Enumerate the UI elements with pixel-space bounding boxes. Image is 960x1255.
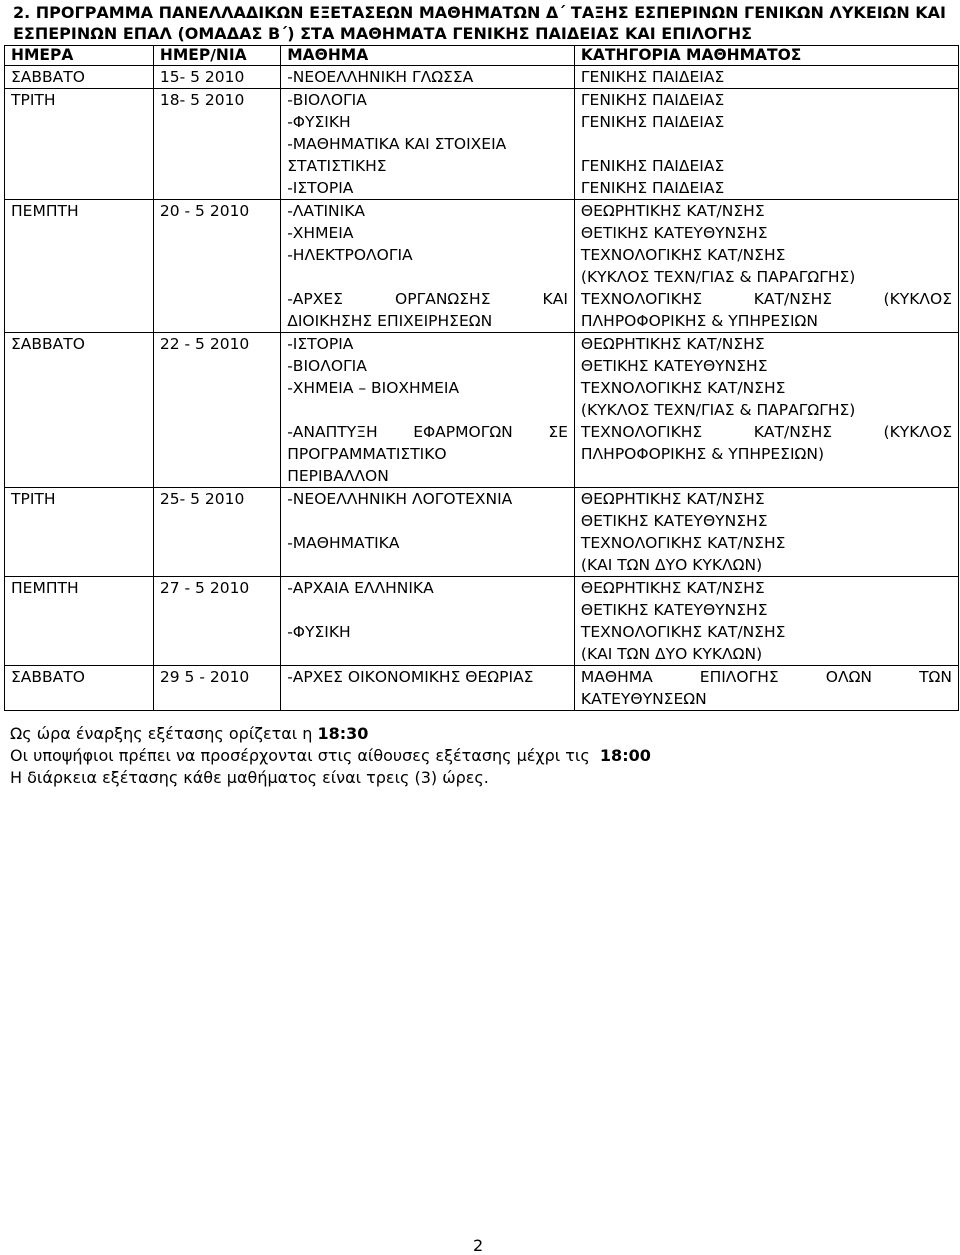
category-line: ΘΕΩΡΗΤΙΚΗΣ ΚΑΤ/ΝΣΗΣ [580,490,765,508]
document-title [13,2,948,44]
exam-notes [10,723,950,789]
cell-day: ΠΕΜΠΤΗ [5,577,154,666]
cell-categories [574,333,958,488]
subject-line: -ΗΛΕΚΤΡΟΛΟΓΙΑ [287,246,413,264]
cell-categories [574,488,958,577]
subject-line: -ΑΡΧΕΣ ΟΡΓΑΝΩΣΗΣ ΚΑΙ [287,290,568,308]
note-arrival-time [10,745,950,767]
subject-line [287,399,568,421]
exam-schedule-table [4,45,959,711]
category-line: ΠΛΗΡΟΦΟΡΙΚΗΣ & ΥΠΗΡΕΣΙΩΝ) [580,445,825,463]
subject-line [287,266,568,288]
subject-line: -ΜΑΘΗΜΑΤΙΚΑ [287,534,400,552]
header-date: ΗΜΕΡ/ΝΙΑ [153,46,280,66]
cell-categories [574,89,958,200]
subject-line: ΣΤΑΤΙΣΤΙΚΗΣ [287,157,387,175]
subject-line: -ΧΗΜΕΙΑ [287,224,354,242]
category-line: ΘΕΩΡΗΤΙΚΗΣ ΚΑΤ/ΝΣΗΣ [580,202,765,220]
subject-line: -ΒΙΟΛΟΓΙΑ [287,91,367,109]
subject-line [287,688,568,710]
cell-subjects [281,577,575,666]
category-line [581,133,952,155]
cell-date: 25- 5 2010 [153,488,280,577]
subject-line: -ΜΑΘΗΜΑΤΙΚΑ ΚΑΙ ΣΤΟΙΧΕΙΑ [287,135,507,153]
subject-line: ΔΙΟΙΚΗΣΗΣ ΕΠΙΧΕΙΡΗΣΕΩΝ [287,312,493,330]
cell-date: 22 - 5 2010 [153,333,280,488]
cell-subjects [281,200,575,333]
note-text: Ως ώρα έναρξης εξέτασης ορίζεται η [10,724,318,743]
cell-subjects [281,333,575,488]
category-line: ΓΕΝΙΚΗΣ ΠΑΙΔΕΙΑΣ [580,91,725,109]
category-line: ΤΕΧΝΟΛΟΓΙΚΗΣ ΚΑΤ/ΝΣΗΣ [580,246,786,264]
subject-line: -ΦΥΣΙΚΗ [287,623,351,641]
title-line-1: 2. ΠΡΟΓΡΑΜΜΑ ΠΑΝΕΛΛΑΔΙΚΩΝ ΕΞΕΤΑΣΕΩΝ ΜΑΘΗΜΑΤΩΝ Δ΄ ΤΑΞΗΣ ΕΣΠΕΡΙΝΩΝ ΓΕΝΙΚΩΝ ΛΥΚΕΙΩΝ ΚΑΙ [13,3,947,22]
category-line: ΤΕΧΝΟΛΟΓΙΚΗΣ ΚΑΤ/ΝΣΗΣ [580,623,786,641]
cell-date: 18- 5 2010 [153,89,280,200]
cell-categories [574,666,958,711]
subject-line [287,554,568,576]
cell-subjects [281,89,575,200]
subject-line: -ΝΕΟΕΛΛΗΝΙΚΗ ΛΟΓΟΤΕΧΝΙΑ [287,490,513,508]
cell-categories [574,577,958,666]
category-line: (ΚΑΙ ΤΩΝ ΔΥΟ ΚΥΚΛΩΝ) [580,556,763,574]
category-line: ΓΕΝΙΚΗΣ ΠΑΙΔΕΙΑΣ [580,68,725,86]
header-category: ΚΑΤΗΓΟΡΙΑ ΜΑΘΗΜΑΤΟΣ [574,46,958,66]
category-line: ΤΕΧΝΟΛΟΓΙΚΗΣ ΚΑΤ/ΝΣΗΣ (ΚΥΚΛΟΣ [580,423,952,441]
subject-line: -ΑΡΧΑΙΑ ΕΛΛΗΝΙΚΑ [287,579,434,597]
note-start-time [10,723,950,745]
table-row [5,200,959,333]
subject-line [287,599,568,621]
table-row [5,488,959,577]
header-day: ΗΜΕΡΑ [5,46,154,66]
subject-line: -ΑΡΧΕΣ ΟΙΚΟΝΟΜΙΚΗΣ ΘΕΩΡΙΑΣ [287,668,534,686]
category-line: ΓΕΝΙΚΗΣ ΠΑΙΔΕΙΑΣ [580,113,725,131]
table-row [5,666,959,711]
start-time-value: 18:30 [317,724,369,743]
cell-day: ΤΡΙΤΗ [5,89,154,200]
cell-date: 15- 5 2010 [153,66,280,89]
subject-line: -ΛΑΤΙΝΙΚΑ [287,202,365,220]
cell-subjects [281,66,575,89]
subject-line: ΠΕΡΙΒΑΛΛΟΝ [287,467,389,485]
cell-subjects [281,666,575,711]
category-line: ΤΕΧΝΟΛΟΓΙΚΗΣ ΚΑΤ/ΝΣΗΣ (ΚΥΚΛΟΣ [580,290,952,308]
cell-day: ΣΑΒΒΑΤΟ [5,333,154,488]
category-line: ΤΕΧΝΟΛΟΓΙΚΗΣ ΚΑΤ/ΝΣΗΣ [580,534,786,552]
category-line: ΘΕΤΙΚΗΣ ΚΑΤΕΥΘΥΝΣΗΣ [580,224,768,242]
table-body [5,66,959,711]
category-line: ΘΕΤΙΚΗΣ ΚΑΤΕΥΘΥΝΣΗΣ [580,601,768,619]
page-number: 2 [473,1236,484,1255]
table-row [5,577,959,666]
title-line-2: ΕΣΠΕΡΙΝΩΝ ΕΠΑΛ (ΟΜΑΔΑΣ Β΄) ΣΤΑ ΜΑΘΗΜΑΤΑ ΓΕΝΙΚΗΣ ΠΑΙΔΕΙΑΣ ΚΑΙ ΕΠΙΛΟΓΗΣ [13,24,753,43]
cell-day: ΣΑΒΒΑΤΟ [5,666,154,711]
subject-line: ΠΡΟΓΡΑΜΜΑΤΙΣΤΙΚΟ [287,445,447,463]
subject-line: -ΒΙΟΛΟΓΙΑ [287,357,367,375]
note-duration: Η διάρκεια εξέτασης κάθε μαθήματος είναι τρεις (3) ώρες. [10,768,489,787]
cell-date: 20 - 5 2010 [153,200,280,333]
table-header-row [5,46,959,66]
subject-line: -ΦΥΣΙΚΗ [287,113,351,131]
subject-line: -ΝΕΟΕΛΛΗΝΙΚΗ ΓΛΩΣΣΑ [287,68,474,86]
arrival-time-value: 18:00 [599,746,651,765]
table-row [5,66,959,89]
subject-line [287,643,568,665]
cell-day: ΤΡΙΤΗ [5,488,154,577]
subject-line [287,510,568,532]
subject-line: -ΙΣΤΟΡΙΑ [287,179,354,197]
cell-date: 27 - 5 2010 [153,577,280,666]
category-line: (ΚΥΚΛΟΣ ΤΕΧΝ/ΓΙΑΣ & ΠΑΡΑΓΩΓΗΣ) [580,401,856,419]
category-line: ΓΕΝΙΚΗΣ ΠΑΙΔΕΙΑΣ [580,179,725,197]
cell-day: ΠΕΜΠΤΗ [5,200,154,333]
category-line: ΘΕΤΙΚΗΣ ΚΑΤΕΥΘΥΝΣΗΣ [580,512,768,530]
category-line: ΜΑΘΗΜΑ ΕΠΙΛΟΓΗΣ ΟΛΩΝ ΤΩΝ [580,668,952,686]
category-line: ΓΕΝΙΚΗΣ ΠΑΙΔΕΙΑΣ [580,157,725,175]
header-subject: ΜΑΘΗΜΑ [281,46,575,66]
cell-categories [574,200,958,333]
category-line: (ΚΥΚΛΟΣ ΤΕΧΝ/ΓΙΑΣ & ΠΑΡΑΓΩΓΗΣ) [580,268,856,286]
subject-line: -ΑΝΑΠΤΥΞΗ ΕΦΑΡΜΟΓΩΝ ΣΕ [287,423,568,441]
note-text: Οι υποψήφιοι πρέπει να προσέρχονται στις αίθουσες εξέτασης μέχρι τις [10,746,595,765]
category-line: ΘΕΩΡΗΤΙΚΗΣ ΚΑΤ/ΝΣΗΣ [580,335,765,353]
category-line: ΤΕΧΝΟΛΟΓΙΚΗΣ ΚΑΤ/ΝΣΗΣ [580,379,786,397]
category-line: ΘΕΤΙΚΗΣ ΚΑΤΕΥΘΥΝΣΗΣ [580,357,768,375]
cell-subjects [281,488,575,577]
category-line: ΚΑΤΕΥΘΥΝΣΕΩΝ [580,690,707,708]
category-line: ΠΛΗΡΟΦΟΡΙΚΗΣ & ΥΠΗΡΕΣΙΩΝ [580,312,818,330]
subject-line: -ΙΣΤΟΡΙΑ [287,335,354,353]
table-row [5,89,959,200]
category-line [581,465,952,487]
category-line: (ΚΑΙ ΤΩΝ ΔΥΟ ΚΥΚΛΩΝ) [580,645,763,663]
category-line: ΘΕΩΡΗΤΙΚΗΣ ΚΑΤ/ΝΣΗΣ [580,579,765,597]
table-row [5,333,959,488]
cell-categories [574,66,958,89]
subject-line: -ΧΗΜΕΙΑ – ΒΙΟΧΗΜΕΙΑ [287,379,460,397]
cell-day: ΣΑΒΒΑΤΟ [5,66,154,89]
cell-date: 29 5 - 2010 [153,666,280,711]
